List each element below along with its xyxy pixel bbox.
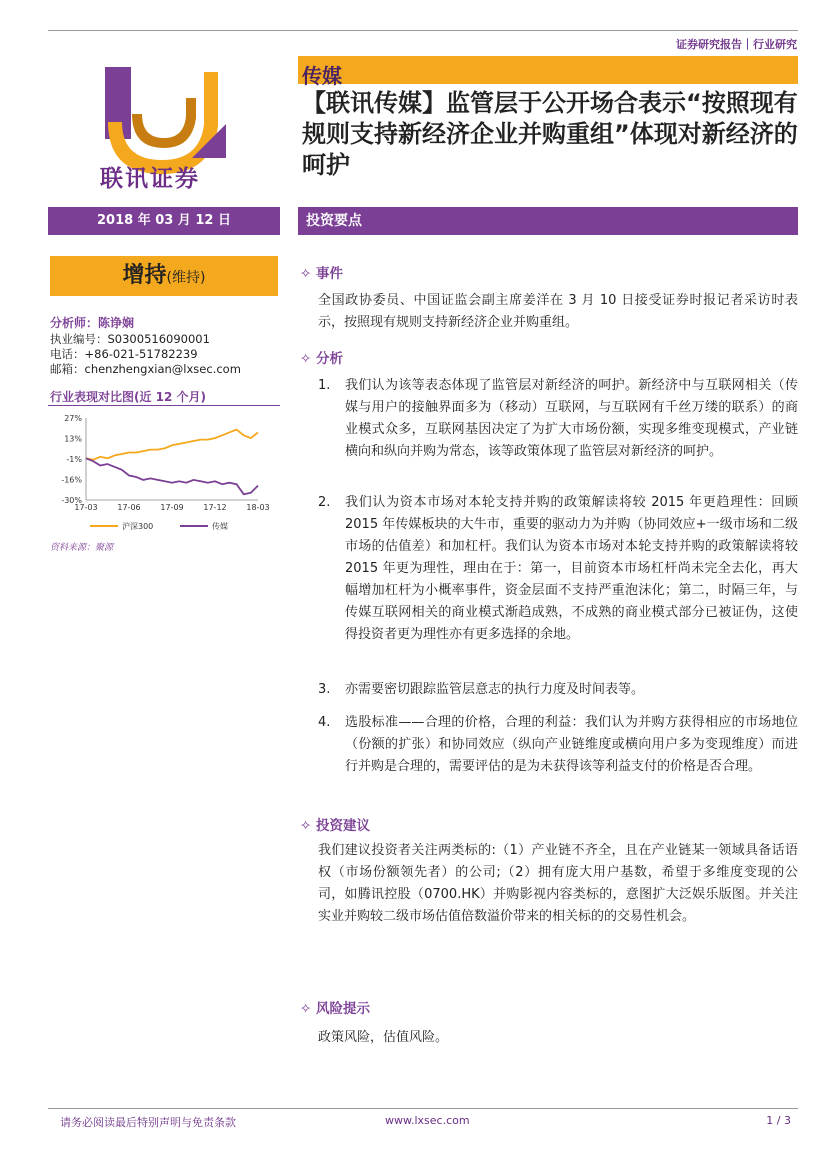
analyst-phone: 电话：+86-021-51782239 (50, 347, 198, 361)
legend-label: 沪深300 (122, 522, 154, 531)
chart-rule (48, 405, 280, 406)
rating-box (50, 256, 278, 296)
list-item (318, 712, 798, 778)
list-number: 1. (318, 378, 331, 393)
page-number: 1 / 3 (766, 1114, 791, 1127)
chart-title: 行业表现对比图(近 12 个月) (50, 390, 207, 404)
section-heading-analysis: ✧ 分析 (300, 351, 344, 367)
performance-chart (50, 408, 278, 536)
list-number: 3. (318, 682, 331, 697)
series-line-0 (86, 430, 258, 460)
section-heading-risk: ✧ 风险提示 (300, 1001, 371, 1017)
y-tick-label: -1% (66, 455, 82, 464)
list-number: 4. (318, 715, 331, 730)
list-text: 我们认为该等表态体现了监管层对新经济的呵护。新经济中与互联网相关（传媒与用户的接触界面多为（移动）互联网，与互联网有千丝万缕的联系）的商业模式众多，互联网基因决定了为扩大市场份额，实现多维变现模式，产业链横向和纵向并购为常态，该等政策体现了监管层对新经济的呵护。 (345, 378, 798, 459)
x-tick-label: 17-03 (74, 503, 98, 512)
y-tick-label: 13% (64, 434, 82, 444)
sector-label: 传媒 (302, 64, 342, 88)
list-item (318, 492, 798, 646)
x-tick-label: 17-12 (203, 503, 227, 512)
section-heading-event: ✧ 事件 (300, 266, 344, 282)
footer-rule (48, 1108, 798, 1109)
report-type: 证券研究报告｜行业研究 (676, 38, 797, 51)
logo-text: 联讯证券 (100, 165, 200, 192)
report-title: 【联讯传媒】监管层于公开场合表示“按照现有规则支持新经济企业并购重组”体现对新经济的呵护 (302, 89, 798, 179)
sector-bar (298, 56, 798, 84)
footer-disclaimer: 请务必阅读最后特别声明与免责条款 (60, 1116, 236, 1129)
chart-source: 资料来源：聚源 (50, 543, 114, 553)
report-date: 2018 年 03 月 12 日 (48, 207, 280, 235)
y-tick-label: 27% (64, 414, 82, 423)
footer-website[interactable]: www.lxsec.com (385, 1114, 470, 1127)
list-text: 我们认为资本市场对本轮支持并购的政策解读将较 2015 年更趋理性：回顾 2015 年传媒板块的大牛市，重要的驱动力为并购（协同效应+一级市场和二级市场的估值差）和加杠杆。我们认为资本市场对本轮支持并购的政策解读将较 2015 年更为理性，理由在于：第一，目前资本市场杠杆尚未完全去化，再大幅增加杠杆为小概率事件，资金层面不支持严重泡沫化；第二，时隔三年，与传媒互联网相关的商业模式渐趋成熟，不成熟的商业模式部分已被证伪，这使得投资者更为理性亦有更多选择的余地。 (345, 495, 798, 642)
y-tick-label: -16% (61, 475, 82, 485)
analyst-license: 执业编号：S0300516090001 (50, 332, 210, 346)
section-heading-recommendation: ✧ 投资建议 (300, 818, 371, 834)
list-number: 2. (318, 495, 331, 510)
list-item (318, 375, 798, 463)
x-tick-label: 17-06 (117, 503, 141, 512)
list-text: 选股标准——合理的价格，合理的利益：我们认为并购方获得相应的市场地位（份额的扩张）和协同效应（纵向产业链维度或横向用户多为变现维度）而进行并购是合理的，需要评估的是为未获得该等利益支付的价格是否合理。 (345, 715, 798, 774)
rating: 增持 (122, 263, 167, 288)
list-item (318, 679, 798, 701)
list-text: 亦需要密切跟踪监管层意志的执行力度及时间表等。 (345, 682, 645, 697)
x-tick-label: 17-09 (160, 503, 184, 512)
legend-label: 传媒 (212, 522, 228, 531)
y-tick-label: -30% (61, 496, 82, 505)
x-tick-label: 18-03 (246, 503, 270, 512)
analyst-email[interactable]: 邮箱：chenzhengxian@lxsec.com (50, 362, 241, 376)
series-line-1 (86, 458, 258, 494)
key-points-bar: 投资要点 (298, 207, 798, 235)
rating-note: (维持) (166, 270, 206, 286)
header-rule (48, 30, 798, 31)
event-body: 全国政协委员、中国证监会副主席姜洋在 3 月 10 日接受证券时报记者采访时表示，按照现有规则支持新经济企业并购重组。 (318, 293, 798, 330)
analyst-name: 分析师：陈诤娴 (50, 316, 135, 330)
recommendation-body: 我们建议投资者关注两类标的:（1）产业链不齐全，且在产业链某一领域具备话语权（市场份额领先者）的公司;（2）拥有庞大用户基数，希望于多维度变现的公司，如腾讯控股（0700.HK）并购影视内容类标的，意图扩大泛娱乐版图。并关注实业并购较二级市场估值倍数溢价带来的相关标的的交易性机会。 (318, 843, 798, 924)
risk-body: 政策风险，估值风险。 (318, 1030, 449, 1045)
